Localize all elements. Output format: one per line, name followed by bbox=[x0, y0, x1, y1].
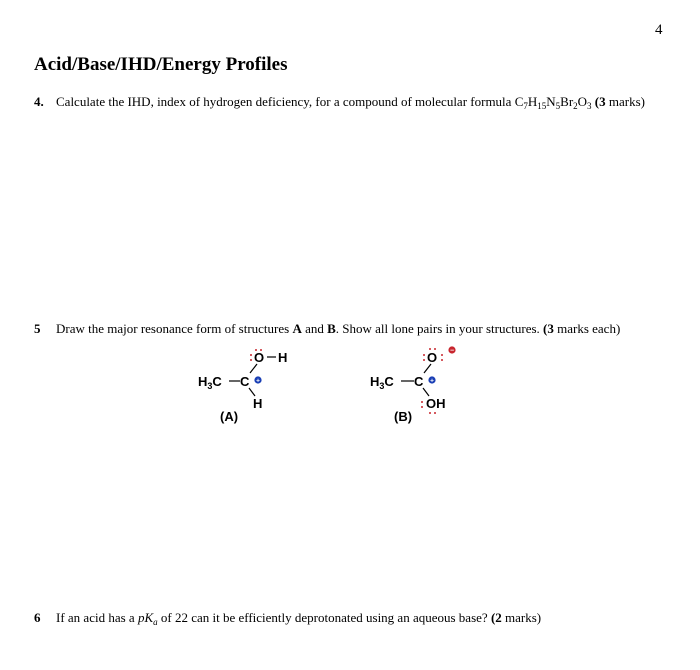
question-number: 5 bbox=[34, 321, 41, 336]
question-number: 6 bbox=[34, 610, 41, 625]
hydrogen-atom: H bbox=[253, 396, 263, 411]
marks: (3 marks) bbox=[594, 94, 645, 109]
structure-a bbox=[198, 349, 287, 424]
svg-text:−: − bbox=[449, 347, 455, 355]
c-o-bond bbox=[424, 364, 431, 373]
h3c-group: $H_3C$ bbox=[198, 374, 222, 391]
oxygen-atom: O bbox=[254, 350, 265, 365]
marks: (2 marks) bbox=[490, 610, 542, 625]
question-6: 6 If an acid has a $pK_a$ of 22 can it be efficiently deprotonated using an aqueous base? (2 marks) bbox=[34, 610, 542, 627]
c-h-bond bbox=[249, 388, 255, 396]
resonance-structures bbox=[180, 340, 480, 430]
molecular-formula: $C_7H_{15}N_5Br_2O_3$ bbox=[514, 94, 592, 111]
question-text: Calculate the IHD, index of hydrogen deficiency, for a compound of molecular formula bbox=[56, 94, 515, 109]
question-4 bbox=[34, 94, 645, 110]
carbocation-carbon: C bbox=[240, 374, 250, 389]
pka-term: $pK_a$ bbox=[137, 610, 158, 627]
hydrogen-atom: H bbox=[278, 350, 288, 365]
section-heading: Acid/Base/IHD/Energy Profiles bbox=[34, 54, 288, 75]
marks: (3 marks each) bbox=[543, 321, 621, 336]
c-oh-bond bbox=[423, 388, 429, 396]
oxygen-atom: O bbox=[427, 350, 438, 365]
svg-text:+: + bbox=[256, 377, 260, 385]
question-number: 4. bbox=[34, 94, 44, 109]
question-5: 5 Draw the major resonance form of structures A and B. Show all lone pairs in your structures. (3 marks each) bbox=[34, 321, 621, 336]
svg-text:+: + bbox=[430, 377, 434, 385]
c-o-bond bbox=[250, 364, 257, 373]
h3c-group: $H_3C$ bbox=[370, 374, 394, 391]
hydroxyl-group: OH bbox=[426, 396, 446, 411]
structure-label-a: (A) bbox=[220, 409, 239, 424]
page-number: 4 bbox=[655, 22, 663, 38]
structure-b bbox=[370, 346, 456, 424]
carbocation-carbon: C bbox=[414, 374, 424, 389]
structure-label-b: (B) bbox=[394, 409, 413, 424]
